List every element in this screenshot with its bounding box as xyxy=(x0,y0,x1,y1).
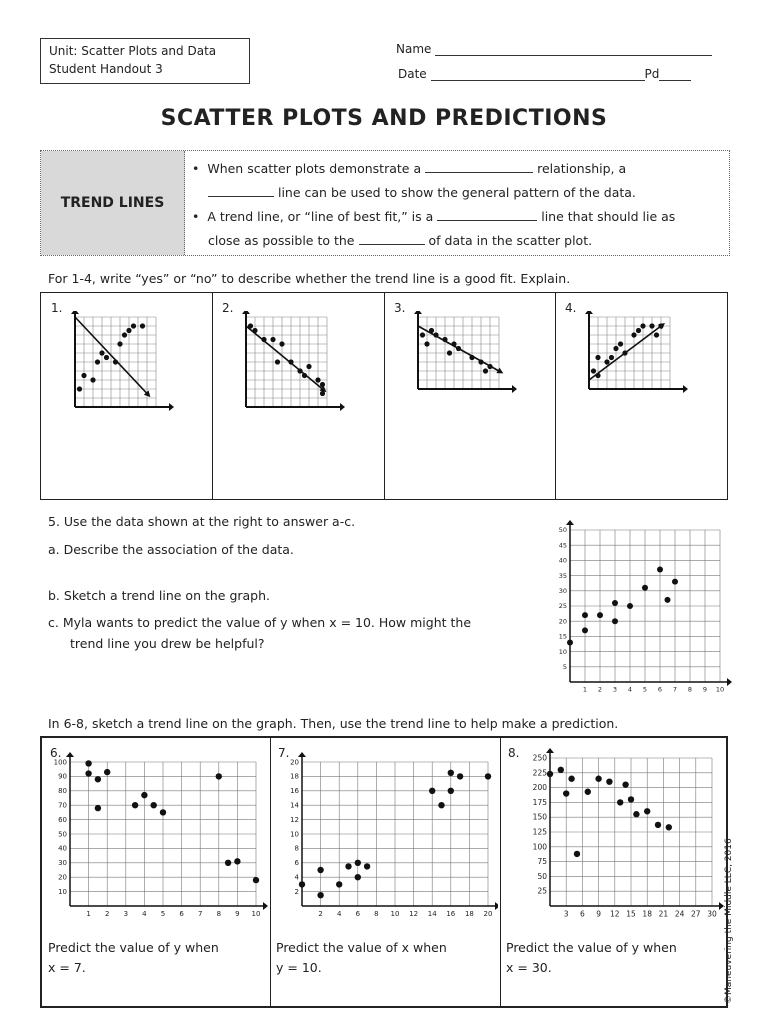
data-point xyxy=(317,867,323,873)
x-tick-label: 3 xyxy=(123,910,129,918)
data-point xyxy=(141,792,147,798)
data-point xyxy=(606,778,612,784)
prediction-6: Predict the value of y when x = 7. xyxy=(48,940,219,975)
prediction-8: Predict the value of y when x = 30. xyxy=(506,940,677,975)
y-tick-label: 50 xyxy=(558,526,567,535)
y-tick-label: 90 xyxy=(58,772,67,781)
data-point xyxy=(95,776,101,782)
data-point xyxy=(558,767,564,773)
data-point xyxy=(451,341,456,346)
data-point xyxy=(275,359,280,364)
x-tick-label: 3 xyxy=(612,685,618,694)
data-point xyxy=(613,346,618,351)
question-number: 3. xyxy=(394,301,406,315)
blank-1[interactable] xyxy=(425,160,533,173)
x-tick-label: 5 xyxy=(160,910,166,918)
data-point xyxy=(447,350,452,355)
y-tick-label: 75 xyxy=(537,857,547,867)
graph-5 xyxy=(548,520,733,700)
blank-3[interactable] xyxy=(437,208,537,221)
data-point xyxy=(234,858,240,864)
blank-2[interactable] xyxy=(208,184,274,197)
x-tick-label: 20 xyxy=(483,910,493,918)
x-tick-label: 18 xyxy=(642,909,652,919)
data-point xyxy=(633,811,639,817)
x-tick-label: 30 xyxy=(707,909,717,919)
y-tick-label: 16 xyxy=(290,787,299,796)
y-tick-label: 20 xyxy=(290,758,299,767)
axis-arrowhead xyxy=(546,748,554,753)
data-point xyxy=(320,382,325,387)
data-point xyxy=(618,341,623,346)
data-point xyxy=(642,585,648,591)
data-point xyxy=(483,368,488,373)
data-point xyxy=(216,773,222,779)
data-point xyxy=(320,391,325,396)
data-point xyxy=(126,328,131,333)
data-point xyxy=(582,627,588,633)
question-number: 1. xyxy=(51,301,63,315)
data-point xyxy=(151,802,157,808)
axis-arrowhead xyxy=(512,385,517,393)
data-point xyxy=(595,355,600,360)
data-point xyxy=(547,771,553,777)
graph-2 xyxy=(238,311,378,421)
x-tick-label: 14 xyxy=(427,910,437,918)
data-point xyxy=(95,805,101,811)
data-point xyxy=(252,328,257,333)
y-tick-label: 10 xyxy=(558,647,567,656)
trend-lines-label: TREND LINES xyxy=(41,151,185,255)
x-tick-label: 10 xyxy=(390,910,400,918)
axis-arrowhead xyxy=(566,520,574,525)
data-point xyxy=(628,796,634,802)
data-point xyxy=(487,364,492,369)
unit-title: Unit: Scatter Plots and Data xyxy=(49,44,217,58)
y-tick-label: 250 xyxy=(532,753,547,763)
data-point xyxy=(563,790,569,796)
data-point xyxy=(655,822,661,828)
y-tick-label: 20 xyxy=(558,617,567,626)
data-point xyxy=(649,323,654,328)
data-point xyxy=(595,776,601,782)
data-point xyxy=(225,860,231,866)
q5b: b. Sketch a trend line on the graph. xyxy=(48,588,271,603)
y-tick-label: 125 xyxy=(532,827,547,837)
data-point xyxy=(132,802,138,808)
x-tick-label: 15 xyxy=(626,909,636,919)
data-point xyxy=(612,618,618,624)
x-tick-label: 1 xyxy=(86,910,91,918)
trend-line xyxy=(246,326,323,389)
copyright: ©Maneuvering the Middle LLC, 2016 xyxy=(724,838,734,1004)
data-point xyxy=(99,350,104,355)
y-tick-label: 10 xyxy=(58,887,67,896)
axis-arrowhead xyxy=(263,902,268,910)
x-tick-label: 6 xyxy=(355,910,361,918)
data-point xyxy=(420,332,425,337)
data-point xyxy=(666,824,672,830)
data-point xyxy=(595,373,600,378)
y-tick-label: 80 xyxy=(58,787,67,796)
data-point xyxy=(644,808,650,814)
y-tick-label: 45 xyxy=(558,541,567,550)
data-point xyxy=(85,770,91,776)
x-tick-label: 7 xyxy=(197,910,203,918)
data-point xyxy=(604,359,609,364)
data-point xyxy=(433,332,438,337)
data-point xyxy=(85,760,91,766)
x-tick-label: 18 xyxy=(464,910,474,918)
name-line[interactable]: Name xyxy=(396,42,712,56)
y-tick-label: 25 xyxy=(558,602,567,611)
y-tick-label: 225 xyxy=(532,768,547,778)
data-point xyxy=(345,863,351,869)
data-point xyxy=(457,773,463,779)
data-point xyxy=(315,377,320,382)
data-point xyxy=(81,373,86,378)
question-number: 6. xyxy=(50,746,62,760)
data-point xyxy=(364,863,370,869)
prediction-7: Predict the value of x when y = 10. xyxy=(276,940,447,975)
data-point xyxy=(429,328,434,333)
data-point xyxy=(456,346,461,351)
graph-7 xyxy=(274,748,498,928)
axis-arrowhead xyxy=(66,752,74,757)
graph-cell-6 xyxy=(42,738,271,1006)
y-tick-label: 30 xyxy=(558,586,567,595)
graph-4 xyxy=(581,311,721,421)
axis-arrowhead xyxy=(298,752,306,757)
graph-cell-3 xyxy=(384,293,556,499)
q5a: a. Describe the association of the data. xyxy=(48,542,294,557)
y-tick-label: 2 xyxy=(294,887,299,896)
data-point xyxy=(567,639,573,645)
y-tick-label: 6 xyxy=(294,859,299,868)
data-point xyxy=(306,364,311,369)
graph-cell-2 xyxy=(212,293,385,499)
y-tick-label: 12 xyxy=(290,815,299,824)
y-tick-label: 10 xyxy=(290,830,299,839)
axis-arrowhead xyxy=(585,311,593,314)
axis-arrowhead xyxy=(414,311,422,314)
data-point xyxy=(631,332,636,337)
x-tick-label: 4 xyxy=(627,685,633,694)
data-point xyxy=(612,600,618,606)
y-tick-label: 70 xyxy=(58,801,67,810)
q6-8-instructions: In 6-8, sketch a trend line on the graph. Then, use the trend line to help make a prediction. xyxy=(48,716,619,731)
data-point xyxy=(424,341,429,346)
data-point xyxy=(591,368,596,373)
data-point xyxy=(654,332,659,337)
data-point xyxy=(355,874,361,880)
x-tick-label: 6 xyxy=(179,910,184,918)
graph-cell-7 xyxy=(270,738,501,1006)
x-tick-label: 4 xyxy=(142,910,147,918)
data-point xyxy=(261,337,266,342)
data-point xyxy=(248,323,253,328)
data-point xyxy=(131,323,136,328)
y-tick-label: 150 xyxy=(532,812,547,822)
data-point xyxy=(617,799,623,805)
y-tick-label: 30 xyxy=(58,859,67,868)
q5c: c. Myla wants to predict the value of y when x = 10. How might the xyxy=(48,615,472,630)
y-tick-label: 50 xyxy=(58,830,67,839)
y-tick-label: 5 xyxy=(562,662,567,671)
x-tick-label: 6 xyxy=(657,685,663,694)
question-number: 7. xyxy=(278,746,290,760)
graph-8 xyxy=(504,748,726,928)
data-point xyxy=(297,368,302,373)
graph-3 xyxy=(410,311,550,421)
data-point xyxy=(568,776,574,782)
y-tick-label: 60 xyxy=(58,815,67,824)
data-point xyxy=(140,323,145,328)
blank-4[interactable] xyxy=(359,232,425,245)
trend-fit-graphs xyxy=(40,292,728,500)
data-point xyxy=(609,355,614,360)
x-tick-label: 8 xyxy=(687,685,693,694)
data-point xyxy=(95,359,100,364)
data-point xyxy=(253,877,259,883)
axis-arrowhead xyxy=(169,403,174,411)
x-tick-label: 5 xyxy=(642,685,648,694)
data-point xyxy=(270,337,275,342)
data-point xyxy=(478,359,483,364)
q1-4-instructions: For 1-4, write “yes” or “no” to describe whether the trend line is a good fit. Explain. xyxy=(48,271,571,286)
x-tick-label: 9 xyxy=(702,685,708,694)
y-tick-label: 40 xyxy=(58,844,67,853)
data-point xyxy=(640,323,645,328)
x-tick-label: 6 xyxy=(580,909,585,919)
data-point xyxy=(622,781,628,787)
graph-6 xyxy=(46,748,268,928)
axis-arrowhead xyxy=(495,902,498,910)
data-point xyxy=(574,851,580,857)
handout-label: Student Handout 3 xyxy=(49,62,163,76)
x-tick-label: 1 xyxy=(582,685,588,694)
pd-label: Pd xyxy=(644,67,660,81)
data-point xyxy=(448,770,454,776)
x-tick-label: 27 xyxy=(691,909,701,919)
data-point xyxy=(627,603,633,609)
data-point xyxy=(122,332,127,337)
data-point xyxy=(442,337,447,342)
data-point xyxy=(622,350,627,355)
date-line[interactable]: Date Pd xyxy=(398,67,691,81)
graph-cell-4 xyxy=(555,293,727,499)
data-point xyxy=(597,612,603,618)
data-point xyxy=(90,377,95,382)
data-point xyxy=(665,597,671,603)
x-tick-label: 10 xyxy=(251,910,261,918)
data-point xyxy=(657,567,663,573)
question-number: 8. xyxy=(508,746,520,760)
data-point xyxy=(438,802,444,808)
data-point xyxy=(160,809,166,815)
data-point xyxy=(104,769,110,775)
unit-box xyxy=(40,38,250,84)
data-point xyxy=(104,355,109,360)
y-tick-label: 35 xyxy=(558,571,567,580)
page-title: SCATTER PLOTS AND PREDICTIONS xyxy=(160,106,608,131)
data-point xyxy=(299,881,305,887)
data-point xyxy=(117,341,122,346)
graph-cell-8 xyxy=(500,738,726,1006)
x-tick-label: 8 xyxy=(216,910,222,918)
x-tick-label: 24 xyxy=(674,909,685,919)
y-tick-label: 20 xyxy=(58,873,67,882)
graph-1 xyxy=(67,311,207,421)
data-point xyxy=(355,860,361,866)
data-point xyxy=(636,328,641,333)
axis-arrowhead xyxy=(683,385,688,393)
axis-arrowhead xyxy=(340,403,345,411)
x-tick-label: 2 xyxy=(318,910,323,918)
data-point xyxy=(317,892,323,898)
x-tick-label: 7 xyxy=(672,685,678,694)
data-point xyxy=(485,773,491,779)
q5c-cont: trend line you drew be helpful? xyxy=(70,636,265,651)
y-tick-label: 175 xyxy=(532,797,547,807)
question-number: 4. xyxy=(565,301,577,315)
data-point xyxy=(113,359,118,364)
axis-arrowhead xyxy=(242,311,250,314)
x-tick-label: 8 xyxy=(374,910,379,918)
graph-cell-1 xyxy=(41,293,213,499)
y-tick-label: 4 xyxy=(294,873,299,882)
x-tick-label: 21 xyxy=(658,909,669,919)
x-tick-label: 12 xyxy=(409,910,419,918)
data-point xyxy=(279,341,284,346)
data-point xyxy=(585,789,591,795)
data-point xyxy=(77,386,82,391)
data-point xyxy=(469,355,474,360)
x-tick-label: 10 xyxy=(715,685,725,694)
data-point xyxy=(658,323,663,328)
x-tick-label: 9 xyxy=(235,910,240,918)
data-point xyxy=(429,788,435,794)
y-tick-label: 100 xyxy=(532,842,547,852)
x-tick-label: 16 xyxy=(446,910,456,918)
y-tick-label: 50 xyxy=(537,871,547,881)
data-point xyxy=(336,881,342,887)
x-tick-label: 12 xyxy=(610,909,620,919)
prediction-graphs xyxy=(40,736,728,1008)
data-point xyxy=(672,579,678,585)
data-point xyxy=(302,373,307,378)
y-tick-label: 100 xyxy=(53,758,67,767)
x-tick-label: 9 xyxy=(596,909,601,919)
x-tick-label: 2 xyxy=(597,685,603,694)
y-tick-label: 18 xyxy=(290,772,299,781)
y-tick-label: 14 xyxy=(290,801,299,810)
y-tick-label: 40 xyxy=(558,556,567,565)
x-tick-label: 3 xyxy=(563,909,569,919)
data-point xyxy=(288,359,293,364)
data-point xyxy=(448,788,454,794)
y-tick-label: 15 xyxy=(558,632,567,641)
question-number: 2. xyxy=(222,301,234,315)
axis-arrowhead xyxy=(71,311,79,314)
y-tick-label: 8 xyxy=(294,844,299,853)
x-tick-label: 4 xyxy=(336,910,342,918)
x-tick-label: 2 xyxy=(104,910,110,918)
trend-lines-bullets: • When scatter plots demonstrate a relationship, a line can be used to show the general pattern of the data. • A trend line, or “line of best fit,” is a line that should lie as close as possible to the of data in the scatter plot. xyxy=(192,161,676,248)
axis-arrowhead xyxy=(727,678,732,686)
data-point xyxy=(582,612,588,618)
y-tick-label: 200 xyxy=(532,783,547,793)
q5-intro: 5. Use the data shown at the right to answer a-c. xyxy=(48,514,356,529)
y-tick-label: 25 xyxy=(537,886,547,896)
